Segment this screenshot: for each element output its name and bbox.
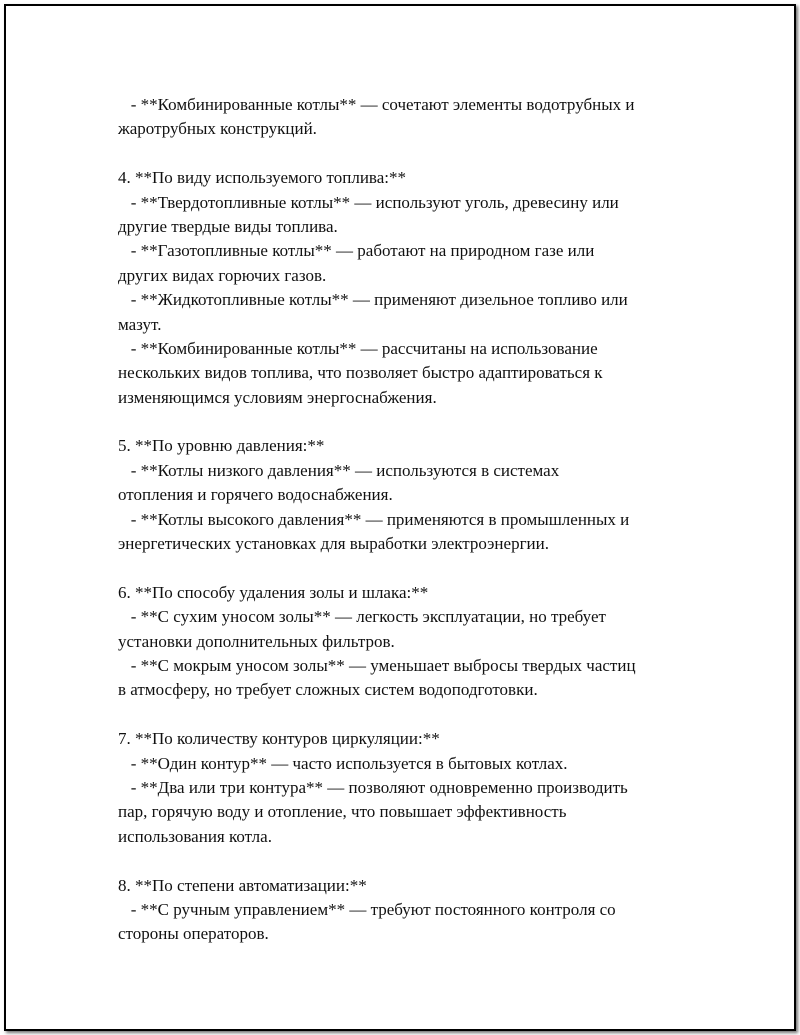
text-line: - **С мокрым уносом золы** — уменьшает выбросы твердых частиц [118,655,636,675]
text-line: - **Котлы высокого давления** — применяются в промышленных и [118,509,630,529]
text-line: нескольких видов топлива, что позволяет быстро адаптироваться к [118,363,603,383]
section-heading: 5. **По уровню давления:** [118,436,325,456]
text-line: стороны операторов. [118,924,269,944]
paragraph-gap [118,849,688,873]
section-heading: 4. **По виду используемого топлива:** [118,168,406,188]
paragraph-block [118,166,688,410]
paragraph-gap [118,142,688,166]
text-line: мазут. [118,314,162,334]
text-line: - **С сухим уносом золы** — легкость эксплуатации, но требует [118,607,606,627]
text-line: изменяющимся условиям энергоснабжения. [118,387,437,407]
paragraph-block [118,93,688,142]
text-line: - **Газотопливные котлы** — работают на природном газе или [118,241,595,261]
text-line: - **Жидкотопливные котлы** — применяют дизельное топливо или [118,290,628,310]
text-line: пар, горячую воду и отопление, что повышает эффективность [118,802,567,822]
text-line: - **Комбинированные котлы** — рассчитаны на использование [118,338,598,358]
section-heading: 6. **По способу удаления золы и шлака:** [118,582,429,602]
text-line: - **Котлы низкого давления** — используются в системах [118,460,560,480]
text-line: - **Один контур** — часто используется в бытовых котлах. [118,753,568,773]
paragraph-block [118,874,688,947]
text-line: установки дополнительных фильтров. [118,631,395,651]
text-line: энергетических установках для выработки электроэнергии. [118,534,549,554]
section-heading: 7. **По количеству контуров циркуляции:** [118,729,440,749]
text-line: отопления и горячего водоснабжения. [118,485,393,505]
paragraph-block [118,581,688,703]
text-line: других видах горючих газов. [118,265,327,285]
text-line: - **Твердотопливные котлы** — используют уголь, древесину или [118,192,619,212]
text-line: - **Два или три контура** — позволяют одновременно производить [118,777,628,797]
section-heading: 8. **По степени автоматизации:** [118,875,367,895]
paragraph-gap [118,410,688,434]
paragraph-gap [118,556,688,580]
text-line: - **Комбинированные котлы** — сочетают элементы водотрубных и [118,95,635,114]
paragraph-block [118,727,688,849]
paragraph-gap [118,703,688,727]
text-line: - **С ручным управлением** — требуют постоянного контроля со [118,899,616,919]
text-line: использования котла. [118,826,272,846]
paragraph-block [118,434,688,556]
text-line: в атмосферу, но требует сложных систем водоподготовки. [118,680,538,700]
document-body [118,93,688,947]
text-line: жаротрубных конструкций. [118,119,317,139]
text-line: другие твердые виды топлива. [118,216,338,236]
